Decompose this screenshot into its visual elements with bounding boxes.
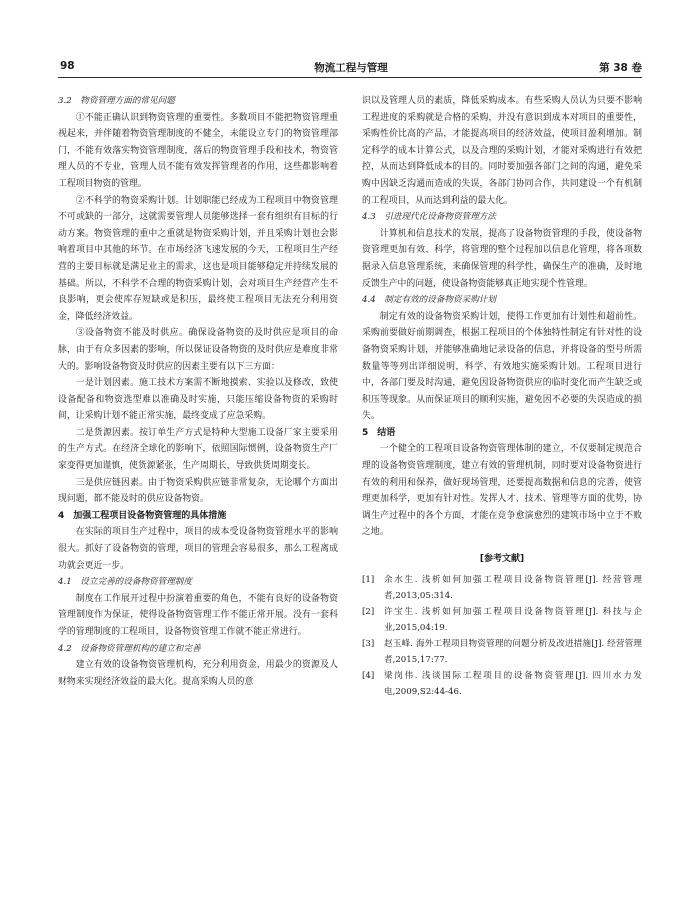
references-heading: [参考文献] [479,554,525,565]
reference-number: [4] [362,670,375,681]
paragraph: 一是计划因素。施工技术方案需不断地摸索、实验以及修改，致使设备配备和物资选型难以准确及时实施，只能压缩设备物资的采购时间，让采购计划不能正常实施，最终变成了应急采购。 [58,378,338,422]
reference-number: [2] [362,606,375,617]
reference-text: 赵玉峰. 海外工程项目物资管理的问题分析及改进措施[J]. 经营管理者,2015,17:77. [384,638,642,665]
header-rule [58,77,642,78]
paragraph: 在实际的项目生产过程中，项目的成本受设备物资管理水平的影响很大。抓好了设备物资的管理，项目的管理会容易很多，那么工程离成功就会更近一步。 [58,527,338,571]
volume-label: 第 38 卷 [599,62,642,74]
reference-text: 余水生. 浅析如何加强工程项目设备物资管理[J]. 经营管理者,2013,05:314. [384,574,642,601]
paragraph: 计算机和信息技术的发展，提高了设备物资管理的手段，使设备物资管理更加有效、科学，将管理的整个过程加以信息化管理，将各项数据录入信息管理系统，来确保管理的科学性，确保生产的准确，及时地反馈生产中的问题，使设备物资能够真正地实现个性管理。 [362,228,642,289]
paragraph-continued: 识以及管理人员的素质，降低采购成本。有些采购人员认为只要不影响工程进度的采购就是合格的采购，并没有意识到成本对项目的重要性，采购性价比高的产品，才能提高项目的经济效益，使项目盈利增加。制定科学的成本计算公式，以及合理的采购计划，才能对采购进行有效把控，从而达到降低成本的目的。同时要加强各部门之间的沟通，避免采购中因缺乏沟通而造成的失误，各部门协同合作，共同建设一个有机制的工程项目，从而达到利益的最大化。 [362,96,642,206]
reference-number: [1] [362,574,375,585]
right-column [362,93,642,700]
paragraph: ①不能正确认识到物资管理的重要性。多数项目不能把物资管理重视起来，并伴随着物资管理制度的不健全，未能设立专门的物资管理部门，不能有效落实物资管理制度，落后的物资管理手段和技术，物资管理人员的不专业，管理人员不能有效发挥管理者的作用，这些都影响着工程项目物资的管理。 [58,112,338,189]
paragraph: 建立有效的设备物资管理机构，充分利用资金，用最少的资源及人财物来实现经济效益的最大化。提高采购人员的意 [58,660,338,687]
section-4-2-heading: 4.2 设备物资管理机构的建立和完善 [58,643,201,654]
left-column [58,93,338,690]
page-number: 98 [60,60,75,72]
paragraph: 制定有效的设备物资采购计划，使得工作更加有计划性和超前性。采购前要做好前期调查，根据工程项目的个体独特性制定有针对性的设备物资采购计划，并能够准确地记录设备的信息，并将设备的型号所需数量等等列出详细说明，科学、有效地实施采购计划。工程项目进行中，各部门要及时沟通，避免因设备物资供应的临时变化而产生缺乏或积压等现象。从而保证项目的顺利实施，避免因不必要的失误造成的损失。 [362,311,642,422]
section-3-2-heading: 3.2 物资管理方面的常见问题 [58,96,175,106]
section-4-heading: 4 加强工程项目设备物资管理的具体措施 [58,510,227,521]
paragraph: 一个健全的工程项目设备物资管理体制的建立，不仅要制定规范合理的设备物资管理制度，建立有效的管理机制，同时要对设备物资进行有效的利用和保养，做好现场管理，还要提高数据和信息的完善，使管理更加科学，更加有针对性。发挥人才、技术、管理等方面的优势，协调生产过程中的各个方面，才能在竞争愈演愈烈的建筑市场中立于不败之地。 [362,444,642,538]
paragraph: 制度在工作展开过程中扮演着重要的角色，不能有良好的设备物资管理制度作为保证，使得设备物资管理工作不能正常开展。没有一套科学的管理制度的工程项目，设备物资管理工作就不能正常进行。 [58,593,338,637]
paragraph: 二是货源因素。按订单生产方式是特种大型施工设备厂家主要采用的生产方式。在经济全球化的影响下，依照国际惯例，设备物资生产厂家变得更加谨慎，使货源紧张，生产周期长，导致供货周期变长。 [58,427,338,472]
section-4-1-heading: 4.1 设立完善的设备物资管理制度 [58,577,192,588]
reference-item [362,636,642,668]
reference-number: [3] [362,638,375,649]
paragraph: 三是供应链因素。由于物资采购供应链非常复杂，无论哪个方面出现问题，都不能及时的供应设备物资。 [58,477,338,505]
reference-text: 梁岗伟. 浅谈国际工程项目的设备物资管理[J]. 四川水力发电,2009,S2:44-46. [384,670,642,697]
journal-title: 物流工程与管理 [314,62,388,74]
reference-text: 许宝生. 浅析如何加强工程项目设备物资管理[J]. 科技与企业,2015,04:19. [384,606,642,633]
section-5-heading: 5 结语 [362,427,396,438]
section-4-4-heading: 4.4 制定有效的设备物资采购计划 [362,295,496,306]
reference-item [362,572,642,604]
paragraph: ②不科学的物资采购计划。计划职能已经成为工程项目中物资管理不可或缺的一部分，这就需要管理人员能够选择一套有组织有目标的行动方案。物资管理的重中之重就是物资采购计划，并且采购计划也会影响着项目中其他的环节。在市场经济飞速发展的今天，工程项目生产经营的主要目标就是满足业主的需求，这也是项目能够稳定并持续发展的基础。所以，不科学不合理的物资采购计划，会对项目生产经营产生不良影响，更会使库存短缺或是积压，最终使工程项目无法充分利用资金，降低经济效益。 [58,195,338,322]
reference-item [362,668,642,700]
running-header [60,60,642,76]
paragraph: ③设备物资不能及时供应。确保设备物资的及时供应是项目的命脉，由于有众多因素的影响，所以保证设备物资的及时供应是难度非常大的。影响设备物资及时供应的因素主要有以下三方面： [58,328,338,372]
reference-item [362,604,642,636]
section-4-3-heading: 4.3 引进现代化设备物资管理方法 [362,212,496,223]
